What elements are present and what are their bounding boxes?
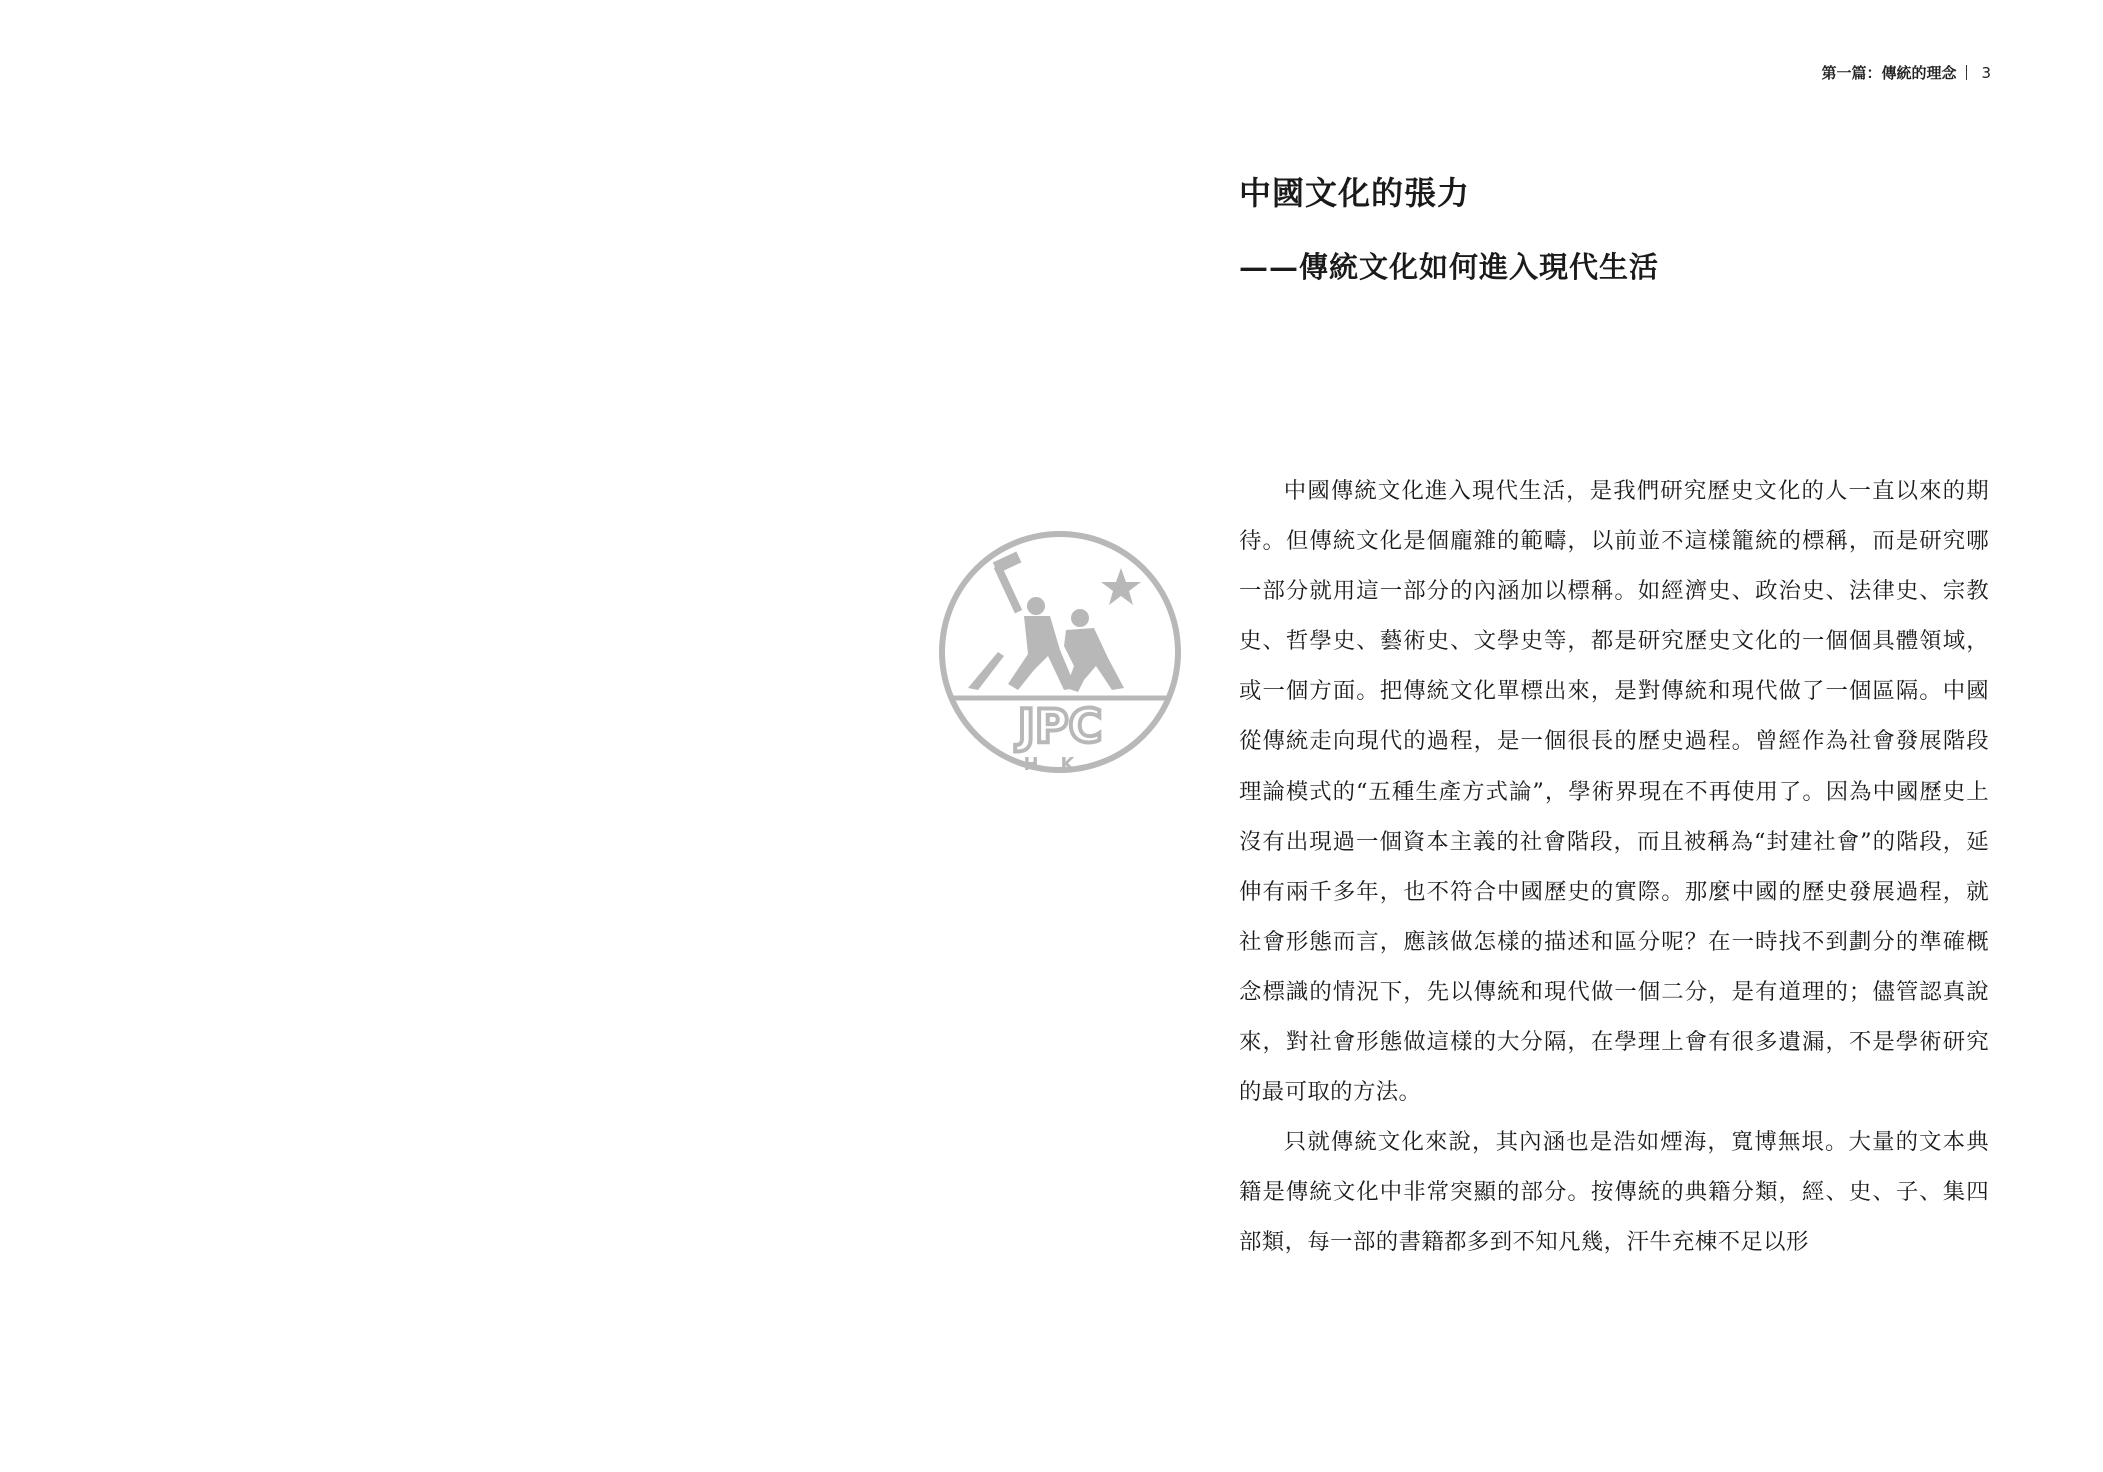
left-page-blank: [0, 0, 1051, 1472]
page-number: 3: [1981, 63, 1991, 82]
body-paragraph-1: 中國傳統文化進入現代生活，是我們研究歷史文化的人一直以來的期待。但傳統文化是個龐雜的範疇，以前並不這樣籠統的標稱，而是研究哪一部分就用這一部分的內涵加以標稱。如經濟史、政治史、法律史、宗教史、哲學史、藝術史、文學史等，都是研究歷史文化的一個個具體領域，或一個方面。把傳統文化單標出來，是對傳統和現代做了一個區隔。中國從傳統走向現代的過程，是一個很長的歷史過程。曾經作為社會發展階段理論模式的“五種生產方式論”，學術界現在不再使用了。因為中國歷史上沒有出現過一個資本主義的社會階段，而且被稱為“封建社會”的階段，延伸有兩千多年，也不符合中國歷史的實際。那麼中國的歷史發展過程，就社會形態而言，應該做怎樣的描述和區分呢？在一時找不到劃分的準確概念標識的情況下，先以傳統和現代做一個二分，是有道理的；儘管認真說來，對社會形態做這樣的大分隔，在學理上會有很多遺漏，不是學術研究的最可取的方法。: [1239, 478, 1989, 1106]
running-head: [1821, 62, 1991, 83]
watermark-subtext: HK: [1023, 754, 1097, 775]
chapter-subtitle: ——傳統文化如何進入現代生活: [1239, 250, 1660, 284]
body-paragraph-2: 只就傳統文化來說，其內涵也是浩如煙海，寬博無垠。大量的文本典籍是傳統文化中非常突顯的部分。按傳統的典籍分類，經、史、子、集四部類，每一部的書籍都多到不知凡幾，汗牛充棟不足以形: [1239, 1129, 1989, 1256]
chapter-title: 中國文化的張力: [1239, 174, 1471, 212]
right-page: [1051, 0, 2103, 1472]
watermark-text: JPC: [1017, 699, 1103, 753]
body-text: [1239, 466, 1989, 1268]
running-head-section: 第一篇：傳統的理念: [1821, 64, 1957, 82]
running-head-divider: [1966, 65, 1967, 80]
